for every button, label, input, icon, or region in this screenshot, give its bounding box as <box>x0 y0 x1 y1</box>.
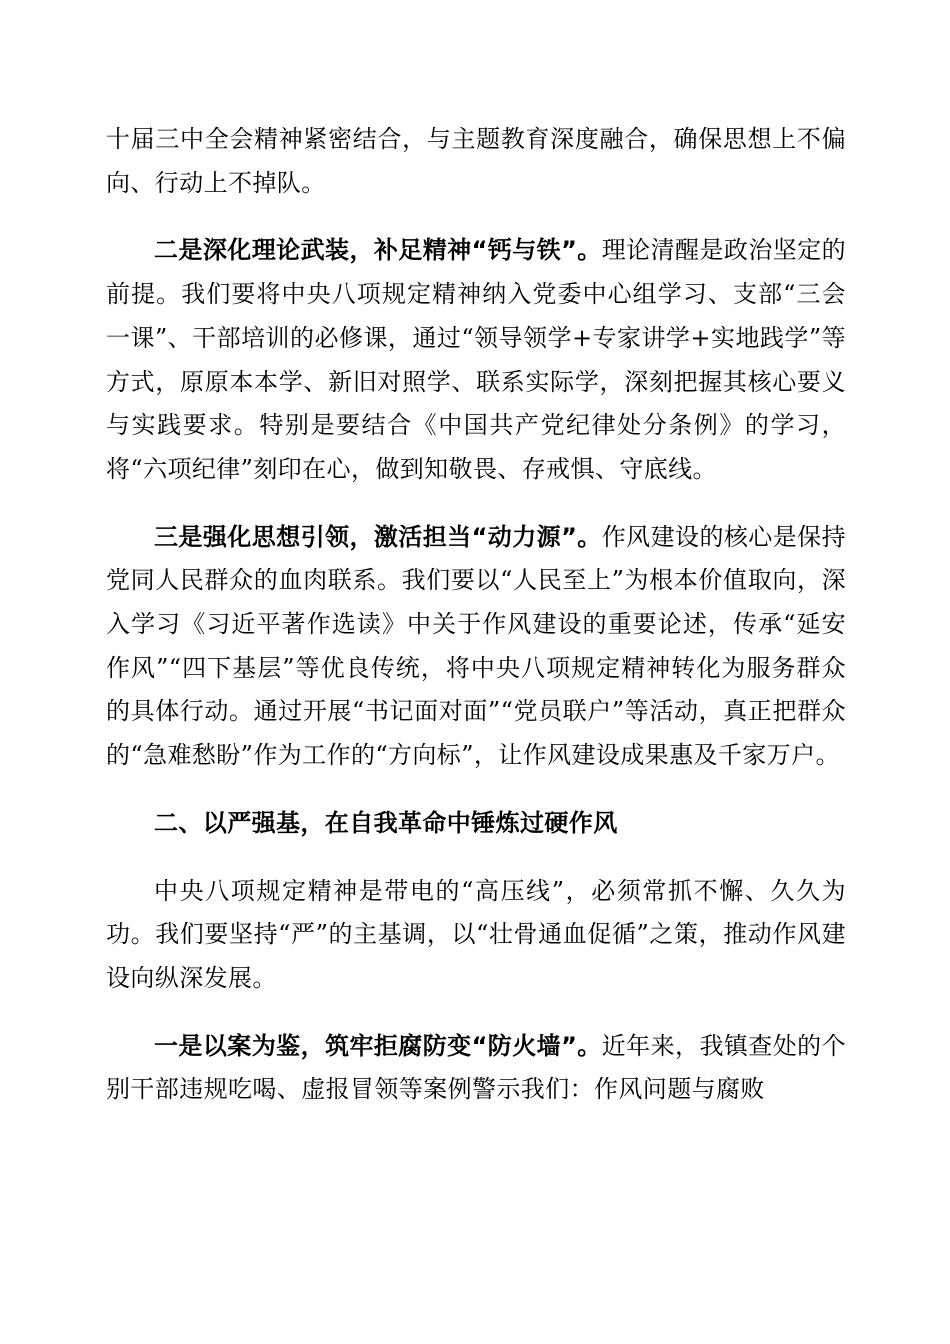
paragraph-text: 十届三中全会精神紧密结合，与主题教育深度融合，确保思想上不偏向、行动上不掉队。 <box>106 125 846 197</box>
paragraph-lead: 二是深化理论武装，补足精神“钙与铁”。 <box>154 236 602 265</box>
document-body <box>106 118 846 1136</box>
paragraph-section-intro <box>106 870 846 1001</box>
paragraph-text: 作风建设的核心是保持党同人民群众的血肉联系。我们要以“人民至上”为根本价值取向，深入学习《习近平著作选读》中关于作风建设的重要论述，传承“延安作风”“四下基层”等优良传统，将中央八项规定精神转化为服务群众的具体行动。通过开展“书记面对面”“党员联户”等活动，真正把群众的“急难愁盼”作为工作的“方向标”，让作风建设成果惠及千家万户。 <box>106 522 846 770</box>
paragraph-case-warning <box>106 1025 846 1112</box>
paragraph-text: 理论清醒是政治坚定的前提。我们要将中央八项规定精神纳入党委中心组学习、支部“三会一课”、干部培训的必修课，通过“领导领学+专家讲学+实地践学”等方式，原原本本学、新旧对照学、联系实际学，深刻把握其核心要义与实践要求。特别是要结合《中国共产党纪律处分条例》的学习，将“六项纪律”刻印在心，做到知敬畏、存戒惧、守底线。 <box>106 236 846 483</box>
paragraph-lead: 三是强化思想引领，激活担当“动力源”。 <box>154 522 602 551</box>
paragraph-text: 中央八项规定精神是带电的“高压线”，必须常抓不懈、久久为功。我们要坚持“严”的主基调，以“壮骨通血促循”之策，推动作风建设向纵深发展。 <box>106 876 846 992</box>
paragraph-lead: 一是以案为鉴，筑牢拒腐防变“防火墙”。 <box>154 1031 602 1060</box>
paragraph-thought-leading <box>106 516 846 778</box>
section-heading: 二、以严强基，在自我革命中锤炼过硬作风 <box>154 808 618 837</box>
paragraph-theory-arming <box>106 229 846 491</box>
paragraph-continuation <box>106 118 846 205</box>
paragraph-text: 近年来，我镇查处的个别干部违规吃喝、虚报冒领等案例警示我们：作风问题与腐败 <box>106 1031 846 1104</box>
